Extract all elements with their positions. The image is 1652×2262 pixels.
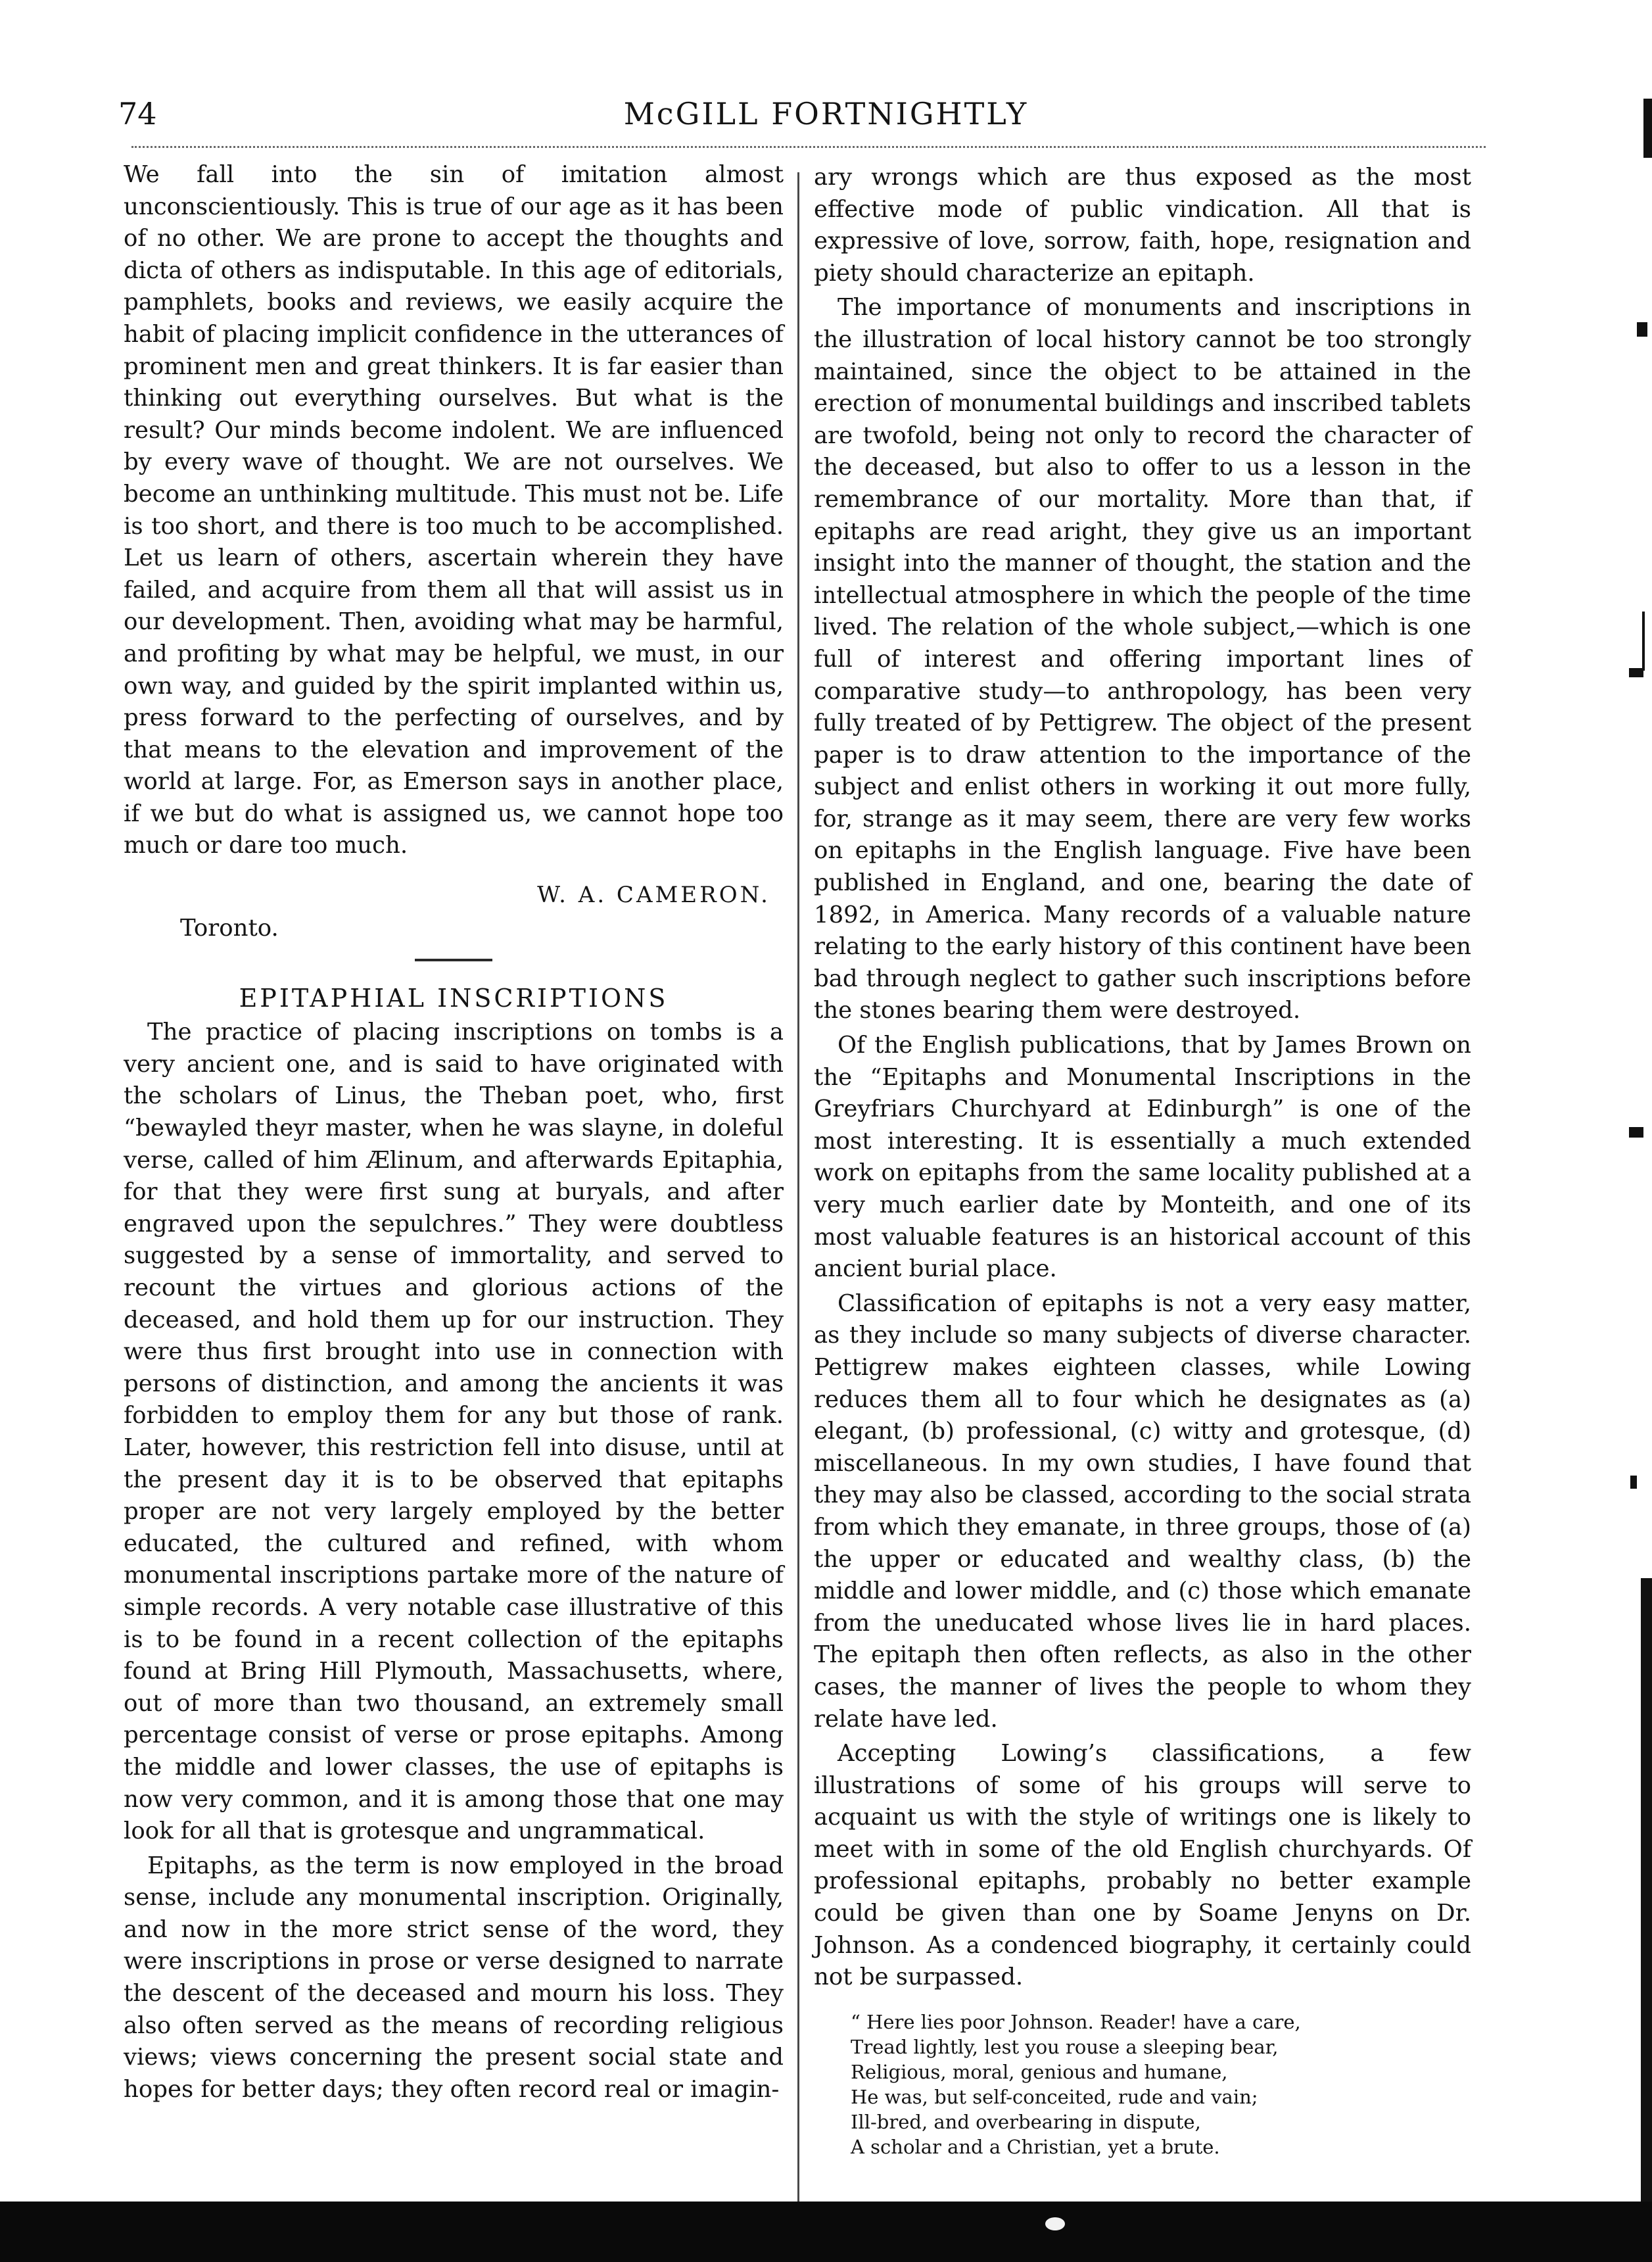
epitaph-verse bbox=[851, 2009, 1471, 2159]
article-paragraph: Epitaphs, as the term is now employed in the broad sense, include any monumental inscription. Originally, and now in the more strict sense of the word, they were inscriptions in prose or verse designed to narrate the descent of the deceased and mourn his loss. They also often served as the means of recording religious views; views concerning the present social state and hopes for better days; they often record real or imagin- bbox=[124, 1852, 784, 2103]
section-divider bbox=[415, 959, 492, 961]
column-divider bbox=[797, 172, 799, 2211]
scan-artifact bbox=[1642, 612, 1645, 671]
verse-line: Tread lightly, lest you rouse a sleeping bear, bbox=[851, 2035, 1279, 2058]
right-column bbox=[814, 162, 1471, 2159]
running-head: McGILL FORTNIGHTLY bbox=[623, 96, 1029, 132]
article-title: EPITAPHIAL INSCRIPTIONS bbox=[239, 984, 669, 1013]
scan-artifact bbox=[1045, 2217, 1065, 2230]
verse-line: He was, but self-conceited, rude and vain; bbox=[851, 2085, 1258, 2108]
article-paragraph: Accepting Lowing’s classifications, a few illustrations of some of his groups will serve to acquaint us with the style of writings one is likely to meet with in some of the old English churchyards. Of professional epitaphs, probably no better example could be given than one by Soame Jenyns on Dr. Johnson. As a condenced biography, it certainly could not be surpassed. bbox=[814, 1740, 1471, 1991]
scan-artifact bbox=[1643, 99, 1652, 158]
scan-artifact bbox=[1641, 1578, 1652, 2202]
verse-line: Religious, moral, genious and humane, bbox=[851, 2060, 1228, 2083]
left-column bbox=[124, 159, 784, 2106]
scan-artifact bbox=[1637, 322, 1647, 337]
article-paragraph: The importance of monuments and inscriptions in the illustration of local history cannot be too strongly maintained, since the object to be attained in the erection of monumental buildings and inscribed tablets are twofold, being not only to record the character of the deceased, but also to offer to us a lesson in the remembrance of our mortality. More than that, if epitaphs are read aright, they give us an important insight into the manner of thought, the station and the intellectual atmosphere in which the people of the time lived. The relation of the whole subject,—which is one full of interest and offering important lines of comparative study—to anthropology, has been very fully treated of by Pettigrew. The object of the present paper is to draw attention to the importance of the subject and enlist others in working it out more fully, for, strange as it may seem, there are very few works on epitaphs in the English language. Five have been published in England, and one, bearing the date of 1892, in America. Many records of a valuable nature relating to the early history of this continent have been bad through neglect to gather such inscriptions before the stones bearing them were destroyed. bbox=[814, 294, 1471, 1024]
scan-artifact bbox=[1630, 1476, 1637, 1489]
verse-line: Ill-bred, and overbearing in dispute, bbox=[851, 2110, 1201, 2133]
page-number: 74 bbox=[118, 96, 157, 132]
author-signature: W. A. CAMERON. bbox=[537, 882, 770, 909]
verse-line: “ Here lies poor Johnson. Reader! have a care, bbox=[851, 2010, 1301, 2033]
verse-line: A scholar and a Christian, yet a brute. bbox=[851, 2135, 1220, 2158]
article-paragraph: Classification of epitaphs is not a very easy matter, as they include so many subjects of diverse character. Pettigrew makes eighteen classes, while Lowing reduces them all to four which he designates as (a) elegant, (b) professional, (c) witty and grotesque, (d) miscellaneous. In my own studies, I have found that they may also be classed, according to the social strata from which they emanate, in three groups, those of (a) the upper or educated and wealthy class, (b) the middle and lower middle, and (c) those which emanate from the uneducated whose lives lie in hard places. The epitaph then often reflects, as also in the other cases, the manner of lives the people to whom they relate have led. bbox=[814, 1289, 1471, 1733]
author-location: Toronto. bbox=[180, 914, 279, 942]
scan-bottom-band bbox=[0, 2202, 1652, 2262]
article-paragraph: Of the English publications, that by James Brown on the “Epitaphs and Monumental Inscriptions in the Greyfriars Churchyard at Edinburgh” is one of the most interesting. It is essentially a much extended work on epitaphs from the same locality published at a very much earlier date by Monteith, and one of its most valuable features is an historical account of this ancient burial place. bbox=[814, 1032, 1471, 1283]
scan-artifact bbox=[1629, 668, 1643, 677]
header-rule bbox=[131, 146, 1486, 148]
scan-artifact bbox=[1629, 1127, 1643, 1138]
article-paragraph: The practice of placing inscriptions on tombs is a very ancient one, and is said to have originated with the scholars of Linus, the Theban poet, who, first “bewayled theyr master, when he was slayne, in doleful verse, called of him Ælinum, and afterwards Epitaphia, for that they were first sung at buryals, and after engraved upon the sepulchres.” They were doubtless suggested by a sense of immortality, and served to recount the virtues and glorious actions of the deceased, and hold them up for our instruction. They were thus first brought into use in connection with persons of distinction, and among the ancients it was forbidden to employ them for any but those of rank. Later, however, this restriction fell into disuse, until at the present day it is to be observed that epitaphs proper are not very largely employed by the better educated, the cultured and refined, with whom monumental inscriptions partake more of the nature of simple records. A very notable case illustrative of this is to be found in a recent collection of the epitaphs found at Bring Hill Plymouth, Massachusetts, where, out of more than two thousand, an extremely small percentage consist of verse or prose epitaphs. Among the middle and lower classes, the use of epitaphs is now very common, and it is among those that one may look for all that is grotesque and ungrammatical. bbox=[124, 1019, 784, 1845]
article-continuation: ary wrongs which are thus exposed as the most effective mode of public vindication. All that is expressive of love, sorrow, faith, hope, resignation and piety should characterize an epitaph. bbox=[814, 164, 1471, 287]
essay-closing-paragraph: We fall into the sin of imitation almost unconscientiously. This is true of our age as it has been of no other. We are prone to accept the thoughts and dicta of others as indisputable. In this age of editorials, pamphlets, books and reviews, we easily acquire the habit of placing implicit confidence in the utterances of prominent men and great thinkers. It is far easier than thinking out everything ourselves. But what is the result? Our minds become indolent. We are influenced by every wave of thought. We are not ourselves. We become an unthinking multitude. This must not be. Life is too short, and there is too much to be accomplished. Let us learn of others, ascertain wherein they have failed, and acquire from them all that will assist us in our development. Then, avoiding what may be harmful, and profiting by what may be helpful, we must, in our own way, and guided by the spirit implanted within us, press forward to the perfecting of ourselves, and by that means to the elevation and improvement of the world at large. For, as Emerson says in another place, if we but do what is assigned us, we cannot hope too much or dare too much. bbox=[124, 161, 784, 859]
